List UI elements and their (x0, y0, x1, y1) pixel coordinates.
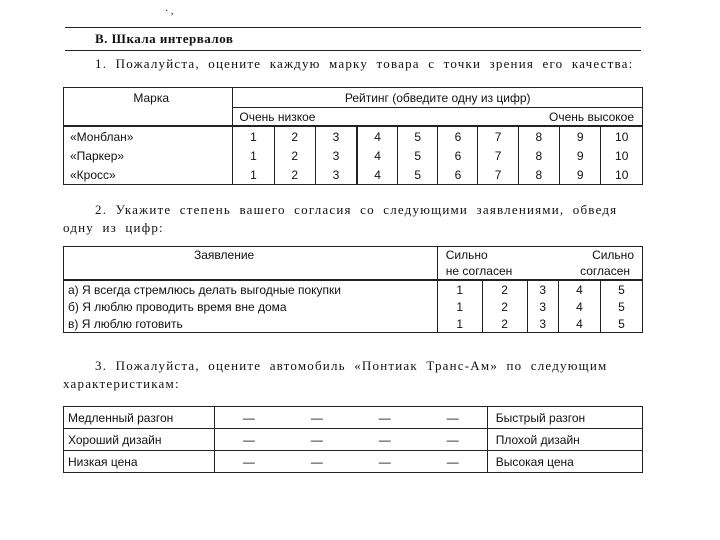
scale-dash[interactable]: — (351, 429, 419, 451)
rating-cell[interactable]: 2 (274, 126, 315, 146)
agreement-cell[interactable]: 5 (600, 280, 642, 298)
scale-dash[interactable]: — (283, 451, 351, 473)
brand-label: «Паркер» (64, 146, 233, 165)
rating-cell[interactable]: 8 (518, 146, 559, 165)
table-row (64, 298, 643, 315)
scale-dash[interactable]: — (419, 407, 487, 429)
agreement-cell[interactable]: 1 (456, 316, 464, 331)
attribute-right: Плохой дизайн (487, 429, 642, 451)
header-statement: Заявление (64, 247, 438, 264)
attribute-left: Низкая цена (64, 451, 215, 473)
agreement-cell[interactable]: 4 (558, 298, 600, 315)
rating-cell[interactable]: 6 (438, 165, 478, 185)
rating-cell[interactable]: 5 (398, 146, 438, 165)
header-statement-empty (64, 263, 438, 280)
agreement-cell[interactable]: 3 (527, 315, 558, 333)
agreement-cell[interactable]: 1 (456, 282, 464, 297)
rating-cell[interactable]: 9 (560, 165, 601, 185)
statement-label: б) Я люблю проводить время вне дома (64, 298, 438, 315)
table-row (64, 315, 643, 333)
rating-cell[interactable]: 1 (250, 167, 257, 182)
rating-cell[interactable]: 4 (357, 165, 398, 185)
header-brand: Марка (64, 88, 233, 108)
table-row (64, 165, 643, 185)
rating-cell[interactable]: 1 (250, 148, 257, 163)
rating-cell[interactable]: 2 (274, 146, 315, 165)
rating-cell[interactable]: 3 (315, 126, 357, 146)
strong-label-right: Сильно (592, 248, 634, 262)
scale-dash[interactable]: — (214, 407, 282, 429)
statement-label: а) Я всегда стремлюсь делать выгодные покупки (64, 280, 438, 298)
rating-cell[interactable]: 7 (478, 146, 518, 165)
attribute-right: Высокая цена (487, 451, 642, 473)
scale-dash[interactable]: — (283, 429, 351, 451)
rating-cell[interactable]: 4 (357, 146, 398, 165)
agreement-cell[interactable]: 3 (527, 298, 558, 315)
rating-cell[interactable]: 10 (601, 126, 643, 146)
rating-cell[interactable]: 10 (601, 146, 643, 165)
scale-dash[interactable]: — (214, 429, 282, 451)
agreement-cell[interactable]: 2 (482, 315, 527, 333)
q3-text-line2: характеристикам: (63, 376, 180, 391)
header-brand-empty (64, 108, 233, 127)
rating-cell[interactable]: 4 (357, 126, 398, 146)
rating-cell[interactable]: 8 (518, 126, 559, 146)
high-label: Очень высокое (518, 108, 642, 127)
strong-label-left: Сильно (445, 248, 488, 262)
agreement-cell[interactable]: 4 (558, 315, 600, 333)
rating-cell[interactable]: 5 (398, 165, 438, 185)
scale-dash[interactable]: — (283, 407, 351, 429)
rating-cell[interactable]: 5 (398, 126, 438, 146)
rating-cell[interactable]: 2 (274, 165, 315, 185)
agree-label: согласен (558, 263, 642, 280)
agreement-cell[interactable]: 1 (456, 299, 464, 314)
brand-label: «Монблан» (64, 126, 233, 146)
table-row (64, 280, 643, 298)
scale-dash[interactable]: — (351, 451, 419, 473)
rating-cell[interactable]: 3 (315, 146, 357, 165)
agreement-cell[interactable]: 2 (482, 298, 527, 315)
attribute-left: Хороший дизайн (64, 429, 215, 451)
scale-dash[interactable]: — (419, 429, 487, 451)
table-row (64, 407, 643, 429)
rating-cell[interactable]: 10 (601, 165, 643, 185)
agreement-cell[interactable]: 3 (527, 280, 558, 298)
brand-label: «Кросс» (64, 165, 233, 185)
agreement-table (63, 246, 643, 333)
statement-label: в) Я люблю готовить (64, 315, 438, 333)
q3-text-line1: 3. Пожалуйста, оцените автомобиль «Понтиак Транс-Ам» по следующим (95, 358, 608, 373)
disagree-label: не согласен (437, 263, 527, 280)
scale-dash[interactable]: — (351, 407, 419, 429)
car-attributes-table (63, 406, 643, 473)
scale-dash[interactable]: — (419, 451, 487, 473)
agreement-cell[interactable]: 5 (600, 315, 642, 333)
table-row (64, 429, 643, 451)
rating-cell[interactable]: 9 (560, 146, 601, 165)
table-row (64, 451, 643, 473)
rating-cell[interactable]: 1 (250, 129, 257, 144)
rating-cell[interactable]: 8 (518, 165, 559, 185)
rating-cell[interactable]: 7 (478, 126, 518, 146)
section-title: В. Шкала интервалов (95, 31, 234, 46)
rating-cell[interactable]: 6 (438, 146, 478, 165)
rating-cell[interactable]: 9 (560, 126, 601, 146)
q1-text: 1. Пожалуйста, оцените каждую марку товара с точки зрения его качества: (95, 56, 634, 71)
agreement-cell[interactable]: 5 (600, 298, 642, 315)
table-row (64, 126, 643, 146)
agreement-cell[interactable]: 2 (482, 280, 527, 298)
top-marks: · , (165, 6, 174, 17)
q2-text-line2: одну из цифр: (63, 220, 164, 235)
scale-dash[interactable]: — (214, 451, 282, 473)
attribute-left: Медленный разгон (64, 407, 215, 429)
attribute-right: Быстрый разгон (487, 407, 642, 429)
agreement-cell[interactable]: 4 (558, 280, 600, 298)
rating-cell[interactable]: 3 (315, 165, 357, 185)
low-label: Очень низкое (233, 108, 357, 127)
q2-text-line1: 2. Укажите степень вашего согласия со следующими заявлениями, обведя (95, 202, 618, 217)
rating-cell[interactable]: 7 (478, 165, 518, 185)
table-row (64, 146, 643, 165)
header-rating: Рейтинг (обведите одну из цифр) (233, 88, 643, 108)
rating-cell[interactable]: 6 (438, 126, 478, 146)
brand-rating-table (63, 87, 643, 185)
